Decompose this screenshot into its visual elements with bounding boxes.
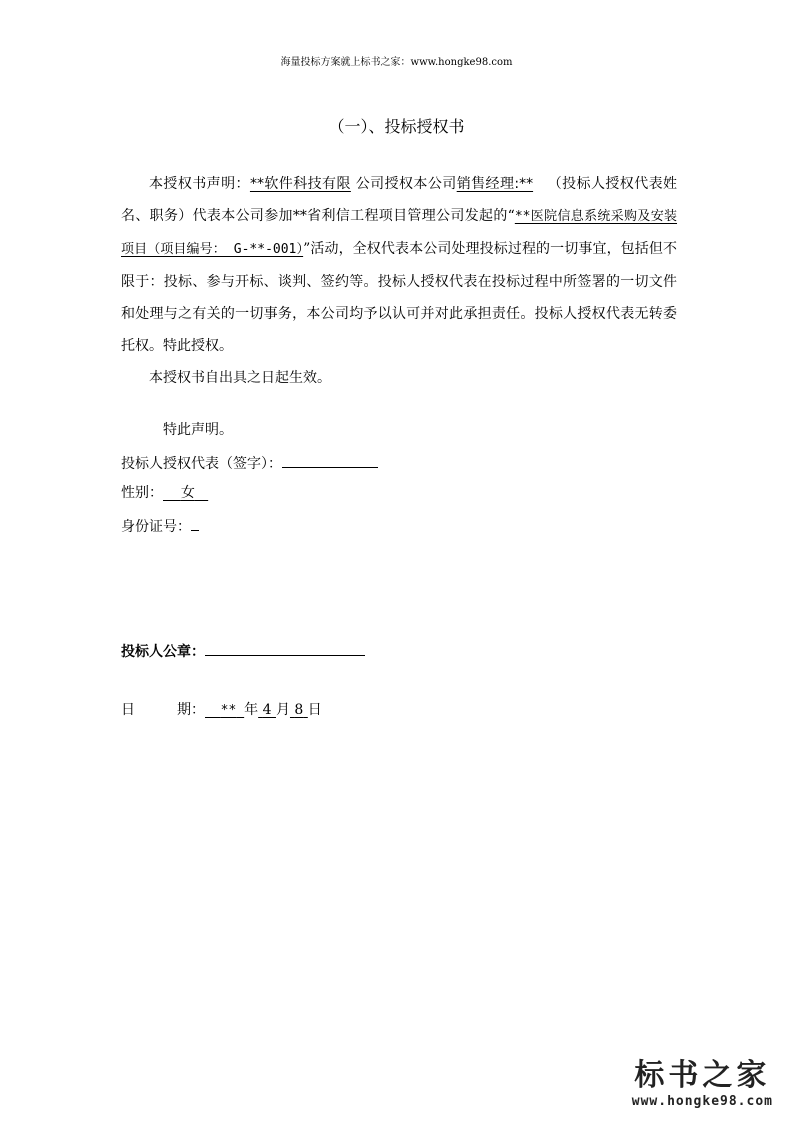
gender-value: 女 [180,485,195,501]
effective-paragraph: 本授权书自出具之日起生效。 [149,370,331,386]
date-label-d: 日 [121,702,135,718]
representative-position: 销售经理:** [456,176,534,192]
signature-label: 投标人授权代表（签字）： [121,456,282,472]
date-row [121,700,322,721]
id-label: 身份证号： [121,519,191,535]
date-month: 4 [262,702,272,718]
project-name: **医院信息系统采购及安装项目（项目编号： G-**-001） [121,209,678,257]
authorization-paragraph [121,168,677,362]
id-blank [191,514,199,531]
company-name: **软件科技有限 [249,176,351,192]
logo-url: www.hongke98.com [631,1094,773,1109]
site-logo [632,1058,773,1110]
gender-label: 性别： [121,485,163,501]
date-label-q: 期： [177,702,205,718]
statement-text-1: 本授权书声明： [149,176,250,192]
signature-row [121,451,378,474]
seal-blank [205,639,365,656]
id-row [121,514,199,537]
month-unit: 月 [275,702,290,718]
gender-row [121,483,208,503]
seal-row [121,639,365,662]
statement-text-4: ”活动，全权代表本公司处理投标过程的一切事宜，包括但不限于：投标、参与开标、谈判、签约等。投标人授权代表在投标过程中所签署的一切文件和处理与之有关的一切事务，本公司均予以认可并对此承担责任。投标人授权代表无转委托权。特此授权。 [121,241,677,354]
gender-value-field [163,485,208,501]
date-year: ** [220,703,237,718]
year-unit: 年 [244,702,259,718]
authorization-body [121,168,677,394]
logo-title: 标书之家 [634,1058,771,1093]
document-title: （一）、投标授权书 [328,117,465,136]
date-day: 8 [294,702,304,718]
seal-label: 投标人公章： [121,644,205,660]
declaration-text: 特此声明。 [163,422,233,438]
page-header: 海量投标方案就上标书之家：www.hongke98.com [280,57,513,68]
statement-text-2: 公司授权本公司 [355,176,457,192]
day-unit: 日 [307,702,322,718]
signature-blank [282,451,378,468]
statement-text-3: （投标人授权代表姓名、职务）代表本公司参加**省利信工程项目管理公司发起的“ [121,176,678,224]
